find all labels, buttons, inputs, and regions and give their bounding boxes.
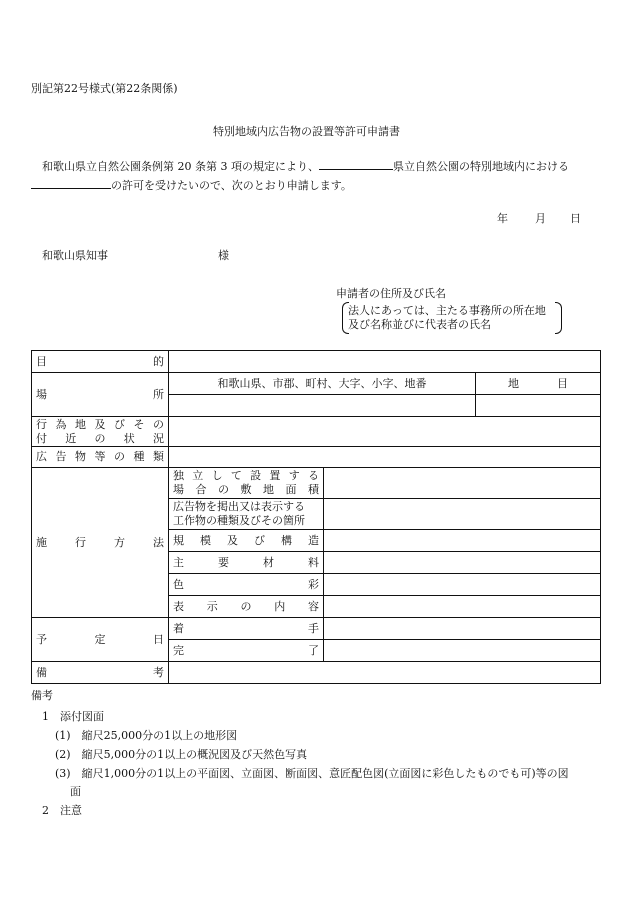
notes-item-1: 1 添付図面 bbox=[42, 710, 104, 723]
body-text-1a: 和歌山県立自然公園条例第 20 条第 3 項の規定により、 bbox=[42, 160, 319, 173]
date-year: 年 bbox=[497, 212, 508, 225]
label-site-area bbox=[169, 468, 324, 499]
field-purpose[interactable] bbox=[169, 351, 601, 373]
addressee-honorific: 様 bbox=[218, 249, 229, 262]
location-landtype-header: 地 目 bbox=[476, 373, 601, 395]
notes-item-1-1: (1) 縮尺25,000分の1以上の地形図 bbox=[55, 729, 238, 742]
date-month: 月 bbox=[535, 212, 546, 225]
label-schedule bbox=[32, 618, 169, 662]
site-area-line-2: 場 合 の 敷 地 面 積 bbox=[173, 483, 319, 496]
site-area-line-1: 独 立 し て 設 置 す る bbox=[173, 469, 319, 482]
ad-type-text: 広 告 物 等 の 種 類 bbox=[36, 450, 164, 463]
notes-item-1-3-cont: 面 bbox=[70, 785, 81, 798]
applicant-note-brackets bbox=[342, 302, 562, 332]
field-start-date[interactable] bbox=[324, 618, 601, 640]
label-content: 表 示 の 内 容 bbox=[169, 596, 324, 618]
field-color[interactable] bbox=[324, 574, 601, 596]
field-materials[interactable] bbox=[324, 552, 601, 574]
label-surroundings bbox=[32, 417, 169, 447]
structure-type-line-1: 広告物を掲出又は表示する bbox=[173, 500, 305, 513]
page-title: 特別地域内広告物の設置等許可申請書 bbox=[213, 125, 400, 138]
field-ad-type[interactable] bbox=[169, 447, 601, 468]
structure-type-line-2: 工作物の種類及びその箇所 bbox=[173, 514, 305, 527]
remarks-text: 備 考 bbox=[36, 665, 164, 679]
label-structure-type bbox=[169, 499, 324, 530]
label-scale: 規 模 及 び 構 造 bbox=[169, 530, 324, 552]
label-materials: 主 要 材 料 bbox=[169, 552, 324, 574]
field-content[interactable] bbox=[324, 596, 601, 618]
blank-action-type[interactable] bbox=[31, 177, 111, 189]
label-ad-type bbox=[32, 447, 169, 468]
form-code: 別記第22号様式(第22条関係) bbox=[31, 82, 178, 95]
surroundings-line-1: 行 為 地 及 び そ の bbox=[36, 417, 164, 431]
notes-heading: 備考 bbox=[31, 689, 53, 702]
label-remarks bbox=[32, 662, 169, 684]
location-address-header: 和歌山県、市郡、町村、大字、小字、地番 bbox=[169, 373, 476, 395]
schedule-text: 予 定 日 bbox=[36, 632, 164, 646]
label-color: 色 彩 bbox=[169, 574, 324, 596]
label-location bbox=[32, 373, 169, 417]
label-method bbox=[32, 468, 169, 618]
body-text-2: の許可を受けたいので、次のとおり申請します。 bbox=[111, 179, 352, 192]
field-surroundings[interactable] bbox=[169, 417, 601, 447]
field-end-date[interactable] bbox=[324, 640, 601, 662]
method-text: 施 行 方 法 bbox=[36, 535, 164, 549]
right-bracket bbox=[555, 302, 562, 334]
notes-item-1-3: (3) 縮尺1,000分の1以上の平面図、立面図、断面図、意匠配色図(立面図に彩色したものでも可)等の図 bbox=[55, 767, 569, 780]
purpose-text: 目 的 bbox=[36, 354, 164, 368]
applicant-note-2: 及び名称並びに代表者の氏名 bbox=[348, 318, 491, 331]
date-day: 日 bbox=[570, 212, 581, 225]
notes-item-1-2: (2) 縮尺5,000分の1以上の概況図及び天然色写真 bbox=[55, 748, 308, 761]
body-line-2 bbox=[31, 177, 352, 191]
field-location-address[interactable] bbox=[169, 395, 476, 417]
notes-item-2: 2 注意 bbox=[42, 804, 82, 817]
applicant-note-1: 法人にあっては、主たる事務所の所在地 bbox=[348, 304, 546, 317]
application-table bbox=[31, 350, 601, 684]
body-text-1b: 県立自然公園の特別地域内における bbox=[392, 160, 569, 173]
surroundings-line-2: 付 近 の 状 況 bbox=[36, 431, 164, 445]
body-line-1 bbox=[42, 158, 569, 172]
label-end: 完 了 bbox=[169, 640, 324, 662]
field-remarks[interactable] bbox=[169, 662, 601, 684]
location-text: 場 所 bbox=[36, 387, 164, 401]
field-structure-type[interactable] bbox=[324, 499, 601, 530]
addressee-name: 和歌山県知事 bbox=[42, 249, 108, 262]
field-scale[interactable] bbox=[324, 530, 601, 552]
field-location-landtype[interactable] bbox=[476, 395, 601, 417]
applicant-label: 申請者の住所及び氏名 bbox=[336, 287, 446, 300]
blank-park-name[interactable] bbox=[319, 158, 393, 170]
label-purpose bbox=[32, 351, 169, 373]
label-start: 着 手 bbox=[169, 618, 324, 640]
field-site-area[interactable] bbox=[324, 468, 601, 499]
